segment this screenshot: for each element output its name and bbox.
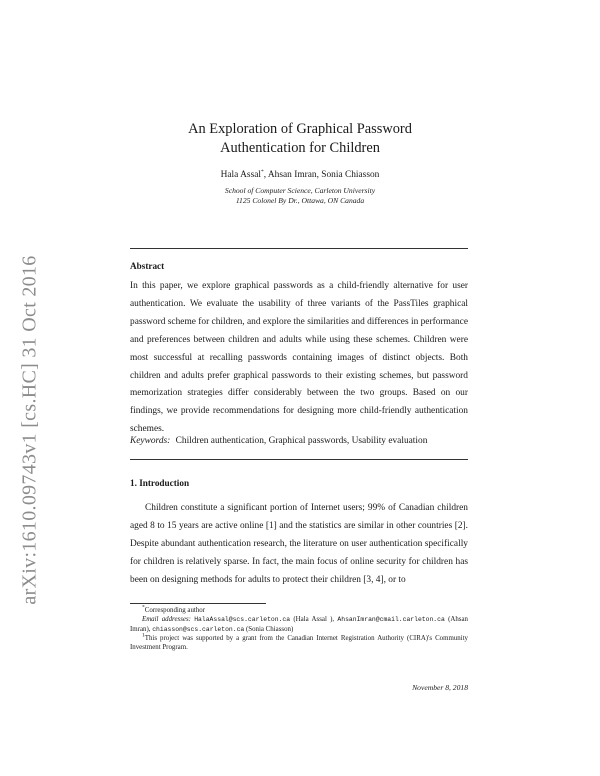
- keywords-label: Keywords:: [130, 436, 171, 446]
- preprint-date: November 8, 2018: [412, 683, 468, 692]
- abstract-top-rule: [130, 248, 468, 249]
- abstract-heading: Abstract: [130, 261, 165, 271]
- email-link[interactable]: AhsanImran@cmail.carleton.ca: [337, 616, 445, 624]
- section-heading-introduction: 1. Introduction: [130, 478, 190, 488]
- title-line-2: Authentication for Children: [220, 140, 380, 156]
- email-link[interactable]: HalaAssal@scs.carleton.ca: [194, 616, 291, 624]
- footnote-mark: 1: [142, 632, 145, 639]
- corresponding-author-mark: *: [260, 168, 264, 175]
- author-list: [130, 170, 470, 180]
- author-name: Hala Assal: [220, 170, 261, 180]
- abstract-text: In this paper, we explore graphical passwords as a child-friendly alternative for user authentication. We evaluate the usability of three variants of the PassTiles graphical password scheme for children, and explore the similarities and differences in performance and preferences between children and adults while using these schemes. Children were most successful at recalling passwords containing images of distinct objects. Both children and adults prefer graphical passwords to their existing schemes, but password memorization strategies differ considerably between the two groups. Based on our findings, we provide recommendations for designing more child-friendly authentication schemes.: [130, 281, 468, 435]
- affiliation-line-1: School of Computer Science, Carleton University: [224, 186, 376, 195]
- arxiv-identifier[interactable]: arXiv:1610.09743v1 [cs.HC] 31 Oct 2016: [18, 255, 41, 605]
- footnote-rule: [130, 603, 266, 604]
- abstract-bottom-rule: [130, 459, 468, 460]
- introduction-text: Children constitute a significant portion of Internet users; 99% of Canadian children aged 8 to 15 years are active online [1] and the statistics are similar in other countries [2]. Despite abundant authentication research, the literature on user authentication specifically for children is relatively sparse. In fact, the main focus of online security for children has been on designing methods for adults to protect their children [3, 4], or to: [130, 503, 468, 585]
- email-label: Email addresses:: [142, 616, 191, 624]
- keywords-list: Children authentication, Graphical passwords, Usability evaluation: [175, 436, 428, 446]
- other-authors: , Ahsan Imran, Sonia Chiasson: [263, 170, 380, 180]
- email-link[interactable]: chiasson@scs.carleton.ca: [152, 625, 245, 633]
- affiliation-line-2: 1125 Colonel By Dr., Ottawa, ON Canada: [235, 196, 365, 205]
- footnote-emails: Email addresses: HalaAssal@scs.carleton.ca (Hala Assal ), AhsanImran@cmail.carleton.ca (Ahsan Imran), chiasson@scs.carleton.ca (Sonia Chiasson): [130, 616, 468, 633]
- footnote-corresponding: *Corresponding author: [142, 604, 206, 614]
- affiliation: [130, 186, 470, 206]
- footnote-funding: $^1$This project was supported by a grant from the Canadian Internet Registration Authority (CIRA)'s Community Investment Program.: [130, 632, 468, 652]
- paper-title: [130, 120, 470, 158]
- keywords: [130, 436, 468, 446]
- footnote-mark: *: [142, 604, 145, 611]
- title-line-1: An Exploration of Graphical Password: [188, 121, 412, 137]
- footnotes: [130, 606, 468, 652]
